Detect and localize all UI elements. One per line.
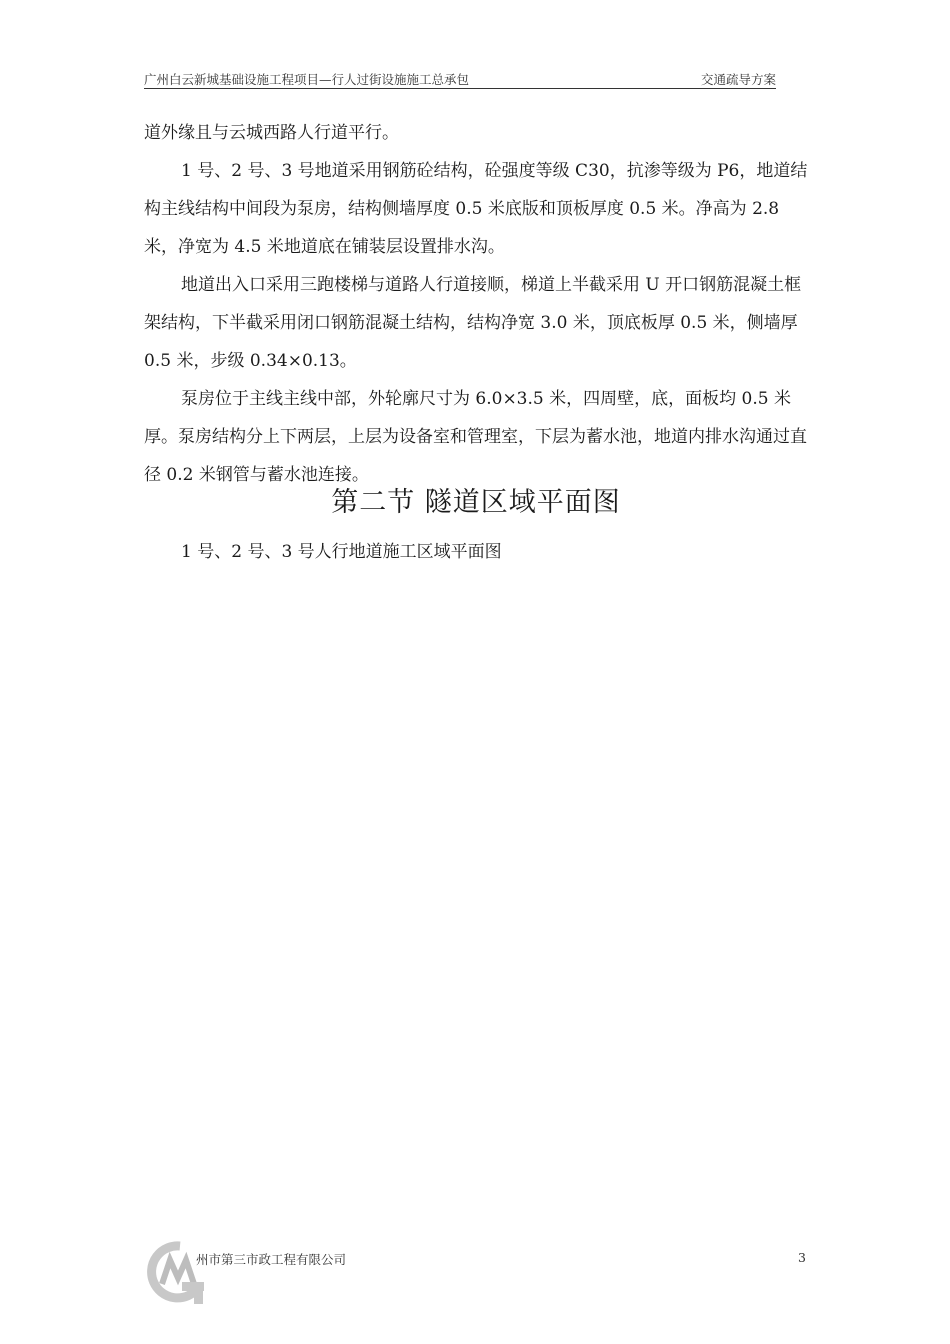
paragraph-structure: 1 号、2 号、3 号地道采用钢筋砼结构，砼强度等级 C30，抗渗等级为 P6，地道结构主线结构中间段为泵房，结构侧墙厚度 0.5 米底版和顶板厚度 0.5 米。净高为 2.8 米，净宽为 4.5 米地道底在铺装层设置排水沟。	[144, 161, 808, 257]
company-logo-icon	[140, 1238, 210, 1308]
body-text	[144, 114, 808, 494]
section-title: 第二节 隧道区域平面图	[331, 487, 621, 518]
paragraph-continuation: 道外缘且与云城西路人行道平行。	[144, 123, 399, 143]
header-project-title: 广州白云新城基础设施工程项目—行人过街设施施工总承包	[144, 72, 470, 87]
footer-company-name: 州市第三市政工程有限公司	[196, 1252, 347, 1267]
figure-caption: 1 号、2 号、3 号人行地道施工区域平面图	[181, 542, 502, 562]
page-header	[144, 70, 776, 89]
paragraph-pump-room: 泵房位于主线主线中部，外轮廓尺寸为 6.0×3.5 米，四周壁，底，面板均 0.5 米厚。泵房结构分上下两层，上层为设备室和管理室，下层为蓄水池，地道内排水沟通过直径 0.2 米钢管与蓄水池连接。	[144, 389, 807, 485]
page-number: 3	[798, 1250, 806, 1265]
paragraph-entrance: 地道出入口采用三跑楼梯与道路人行道接顺，梯道上半截采用 U 开口钢筋混凝土框架结构，下半截采用闭口钢筋混凝土结构，结构净宽 3.0 米，顶底板厚 0.5 米，侧墙厚 0.5 米，步级 0.34×0.13。	[144, 275, 802, 371]
header-document-title: 交通疏导方案	[700, 72, 776, 87]
